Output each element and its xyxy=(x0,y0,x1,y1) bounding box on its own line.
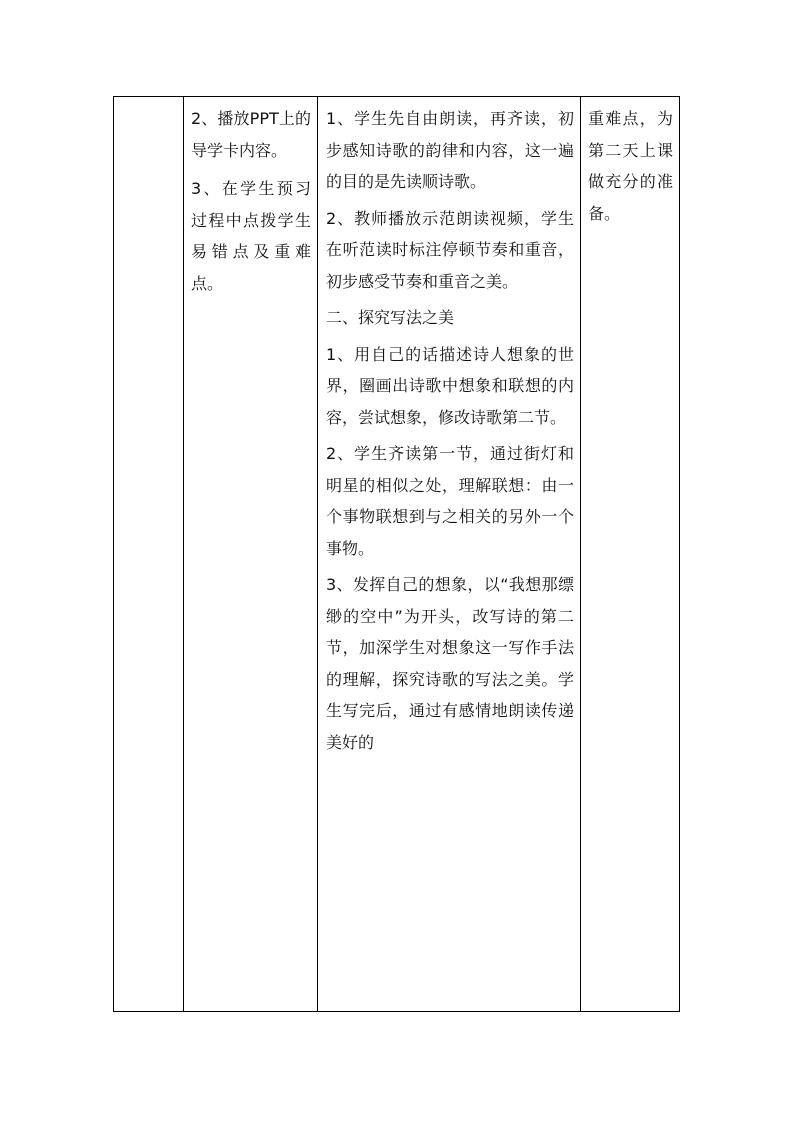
table-cell-stage xyxy=(114,97,184,1012)
teacher-activity-item: 3、在学生预习过程中点拨学生易错点及重难点。 xyxy=(191,179,311,293)
table-row xyxy=(114,97,680,1012)
design-intent-text: 重难点，为第二天上课做充分的准备。 xyxy=(588,109,673,223)
student-activity-item: 2、学生齐读第一节，通过街灯和明星的相似之处，理解联想：由一个事物联想到与之相关的另外一个事物。 xyxy=(326,444,574,558)
student-activity-item: 1、学生先自由朗读，再齐读，初步感知诗歌的韵律和内容，这一遍的目的是先读顺诗歌。 xyxy=(326,109,574,191)
lesson-plan-table xyxy=(113,96,680,1012)
table-cell-teacher-activity xyxy=(184,97,318,1012)
section-heading: 二、探究写法之美 xyxy=(326,308,455,327)
student-activity-item: 3、发挥自己的想象，以“我想那缥缈的空中”为开头，改写诗的第二节，加深学生对想象这一写作手法的理解，探究诗歌的写法之美。学生写完后，通过有感情地朗读传递美好的 xyxy=(326,575,574,752)
teacher-activity-item: 2、播放PPT上的导学卡内容。 xyxy=(191,109,311,160)
student-activity-item: 2、教师播放示范朗读视频，学生在听范读时标注停顿节奏和重音，初步感受节奏和重音之美。 xyxy=(326,208,574,291)
student-activity-item: 1、用自己的话描述诗人想象的世界，圈画出诗歌中想象和联想的内容，尝试想象，修改诗歌第二节。 xyxy=(326,344,574,427)
table-cell-student-activity xyxy=(318,97,581,1012)
table-cell-design-intent xyxy=(581,97,680,1012)
